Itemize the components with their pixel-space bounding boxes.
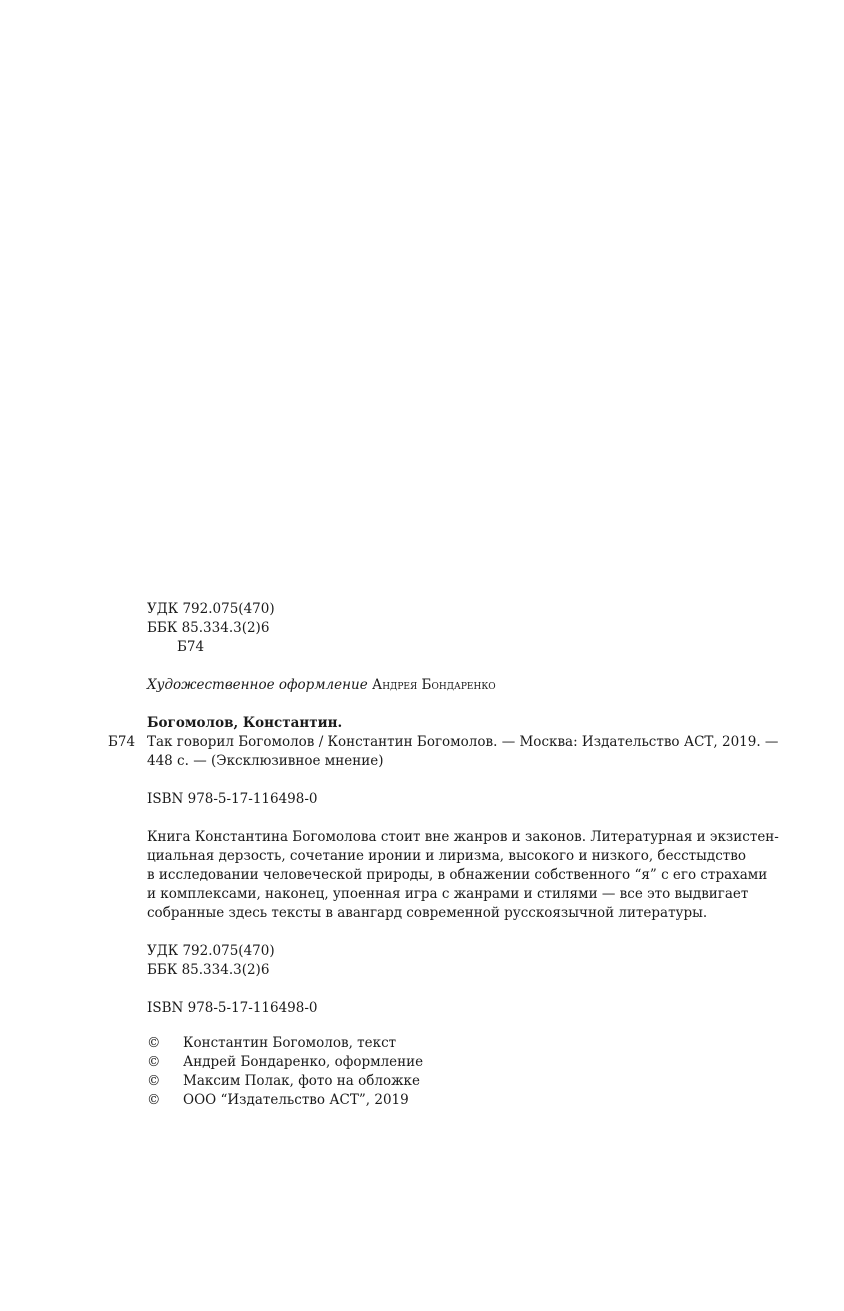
annotation-line: циальная дерзость, сочетание иронии и лиризма, высокого и низкого, бесстыдство [147,848,746,864]
copyright-text: Андрей Бондаренко, оформление [183,1054,424,1070]
copyright-row [147,1091,423,1110]
annotation-line: в исследовании человеческой природы, в обнажении собственного “я” с его страхами [147,867,768,883]
design-credit-name: Андрея Бондаренко [371,677,496,693]
annotation-line: собранные здесь тексты в авангард современной русскоязычной литературы. [147,905,708,921]
record-title-line: Так говорил Богомолов / Константин Богомолов. — Москва: Издательство АСТ, 2019. — [147,734,779,750]
copyright-text: ООО “Издательство АСТ”, 2019 [183,1092,409,1108]
copyright-text: Максим Полак, фото на обложке [183,1073,420,1089]
copyright-row [147,1072,423,1091]
udk-code-bottom: УДК 792.075(470) [147,943,275,959]
classification-bottom [147,942,275,980]
annotation-line: и комплексами, наконец, упоенная игра с жанрами и стилями — все это выдвигает [147,886,749,902]
bibliographic-record [147,714,778,771]
bibliographic-margin-mark: Б74 [108,734,136,750]
annotation [147,828,779,923]
annotation-line: Книга Константина Богомолова стоит вне жанров и законов. Литературная и экзистен- [147,829,779,845]
author-mark: Б74 [177,639,205,655]
copyright-icon: © [147,1035,161,1051]
copyright-row [147,1034,423,1053]
udk-code: УДК 792.075(470) [147,601,275,617]
copyright-text: Константин Богомолов, текст [183,1035,397,1051]
copyright-icon: © [147,1054,161,1070]
design-credit-prefix: Художественное оформление [147,677,368,693]
copyright-row [147,1053,423,1072]
copyright-list [147,1034,423,1110]
copyright-icon: © [147,1092,161,1108]
isbn-top: ISBN 978-5-17-116498-0 [147,791,318,807]
record-series-line: 448 с. — (Эксклюзивное мнение) [147,753,384,769]
isbn-bottom: ISBN 978-5-17-116498-0 [147,1000,318,1016]
classification-block [147,600,275,657]
design-credit [147,676,496,695]
copyright-icon: © [147,1073,161,1089]
record-author: Богомолов, Константин. [147,715,343,731]
bbk-code-bottom: ББК 85.334.3(2)6 [147,962,270,978]
bbk-code: ББК 85.334.3(2)6 [147,620,270,636]
